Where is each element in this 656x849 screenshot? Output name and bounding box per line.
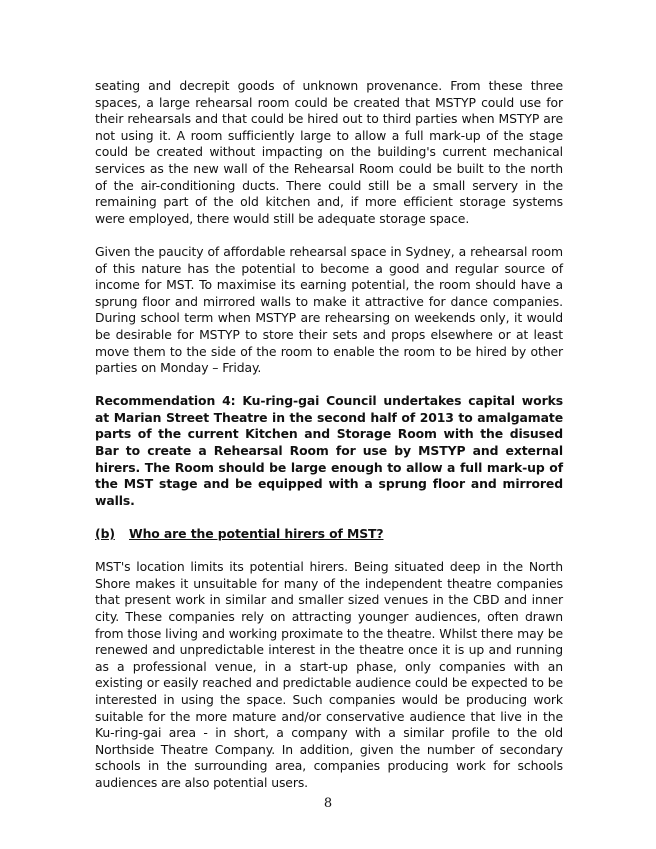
page-number: 8 — [323, 796, 333, 811]
section-heading-b — [95, 526, 563, 543]
paragraph-rehearsal-income: Given the paucity of affordable rehearsal space in Sydney, a rehearsal room of this nature has the potential to become a good and regular source of income for MST. To maximise its earning potential, the room should have a sprung floor and mirrored walls to make it attractive for dance companies. During school term when MSTYP are rehearsing on weekends only, it would be desirable for MSTYP to store their sets and props elsewhere or at least move them to the side of the room to enable the room to be hired by other parties on Monday – Friday. — [95, 243, 563, 376]
paragraph-rehearsal-room-spaces: seating and decrepit goods of unknown provenance. From these three spaces, a large rehearsal room could be created that MSTYP could use for their rehearsals and that could be hired out to third parties when MSTYP are not using it. A room sufficiently large to allow a full mark-up of the stage could be created without impacting on the building's current mechanical services as the new wall of the Rehearsal Room could be built to the north of the air-conditioning ducts. There could still be a small servery in the remaining part of the old kitchen and, if more efficient storage systems were employed, there would still be adequate storage space. — [95, 78, 563, 226]
recommendation-4: Recommendation 4: Ku-ring-gai Council undertakes capital works at Marian Street Theatre in the second half of 2013 to amalgamate parts of the current Kitchen and Storage Room with the disused Bar to create a Rehearsal Room for use by MSTYP and external hirers. The Room should be large enough to allow a full mark-up of the MST stage and be equipped with a sprung floor and mirrored walls. — [95, 393, 563, 508]
paragraph-potential-hirers: MST's location limits its potential hirers. Being situated deep in the North Shore makes it unsuitable for many of the independent theatre companies that present work in similar and smaller sized venues in the CBD and inner city. These companies rely on attracting younger audiences, often drawn from those living and working proximate to the theatre. Whilst there may be renewed and unpredictable interest in the theatre once it is up and running as a professional venue, in a start-up phase, only companies with an existing or easily reached and predictable audience could be expected to be interested in using the space. Such companies would be producing work suitable for the more mature and/or conservative audience that live in the Ku-ring-gai area - in short, a company with a similar profile to the old Northside Theatre Company. In addition, given the number of secondary schools in the surrounding area, companies producing work for schools audiences are also potential users. — [95, 559, 563, 790]
section-heading-text: Who are the potential hirers of MST? — [129, 526, 384, 542]
section-heading-number: (b) — [95, 526, 115, 542]
page-content — [95, 78, 563, 808]
